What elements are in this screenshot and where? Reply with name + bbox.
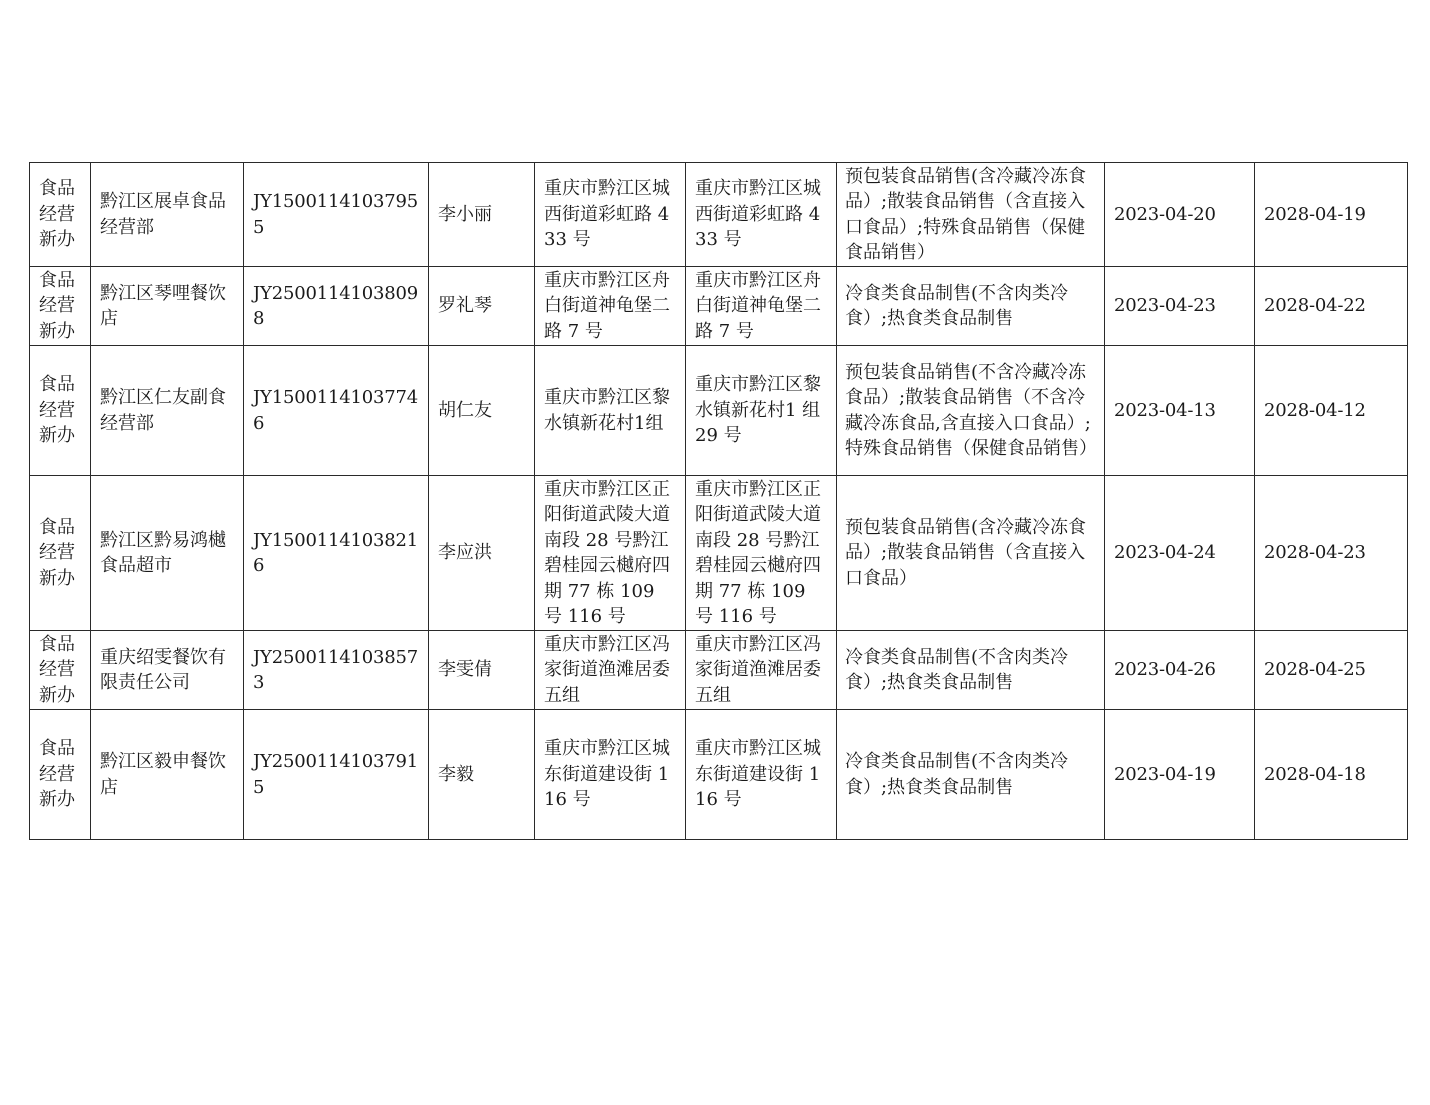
cell-scope: 冷食类食品制售(不含肉类冷食）;热食类食品制售 [837, 631, 1105, 710]
table-row [30, 631, 1408, 710]
cell-scope: 预包装食品销售(含冷藏冷冻食品）;散装食品销售（含直接入口食品）;特殊食品销售（保健食品销售） [837, 163, 1105, 267]
cell-issue-date: 2023-04-24 [1105, 476, 1255, 631]
cell-license: JY15001141037746 [244, 346, 429, 476]
cell-person: 胡仁友 [429, 346, 535, 476]
cell-type: 食品经营新办 [30, 631, 91, 710]
cell-license: JY25001141038098 [244, 267, 429, 346]
cell-premises: 重庆市黔江区黎水镇新花村1 组 29 号 [686, 346, 837, 476]
cell-person: 李应洪 [429, 476, 535, 631]
cell-name: 重庆绍雯餐饮有限责任公司 [91, 631, 244, 710]
cell-person: 李雯倩 [429, 631, 535, 710]
cell-person: 李毅 [429, 710, 535, 840]
food-permit-table [29, 162, 1408, 840]
table-row [30, 163, 1408, 267]
cell-issue-date: 2023-04-23 [1105, 267, 1255, 346]
cell-expiry-date: 2028-04-19 [1255, 163, 1408, 267]
cell-address: 重庆市黔江区城东街道建设街 116 号 [535, 710, 686, 840]
table-body [30, 163, 1408, 840]
cell-address: 重庆市黔江区正阳街道武陵大道南段 28 号黔江碧桂园云樾府四期 77 栋 109 号 116 号 [535, 476, 686, 631]
cell-type: 食品经营新办 [30, 346, 91, 476]
cell-scope: 冷食类食品制售(不含肉类冷食）;热食类食品制售 [837, 267, 1105, 346]
cell-premises: 重庆市黔江区正阳街道武陵大道南段 28 号黔江碧桂园云樾府四期 77 栋 109 号 116 号 [686, 476, 837, 631]
cell-expiry-date: 2028-04-23 [1255, 476, 1408, 631]
cell-premises: 重庆市黔江区城西街道彩虹路 433 号 [686, 163, 837, 267]
cell-address: 重庆市黔江区城西街道彩虹路 433 号 [535, 163, 686, 267]
cell-person: 李小丽 [429, 163, 535, 267]
cell-issue-date: 2023-04-20 [1105, 163, 1255, 267]
cell-license: JY25001141038573 [244, 631, 429, 710]
cell-premises: 重庆市黔江区舟白街道神龟堡二路 7 号 [686, 267, 837, 346]
cell-expiry-date: 2028-04-12 [1255, 346, 1408, 476]
cell-issue-date: 2023-04-19 [1105, 710, 1255, 840]
cell-scope: 预包装食品销售(含冷藏冷冻食品）;散装食品销售（含直接入口食品） [837, 476, 1105, 631]
table-row [30, 710, 1408, 840]
cell-address: 重庆市黔江区舟白街道神龟堡二路 7 号 [535, 267, 686, 346]
cell-name: 黔江区仁友副食经营部 [91, 346, 244, 476]
cell-premises: 重庆市黔江区城东街道建设街 116 号 [686, 710, 837, 840]
cell-expiry-date: 2028-04-22 [1255, 267, 1408, 346]
cell-scope: 冷食类食品制售(不含肉类冷食）;热食类食品制售 [837, 710, 1105, 840]
cell-license: JY15001141038216 [244, 476, 429, 631]
cell-name: 黔江区黔易鸿樾食品超市 [91, 476, 244, 631]
table-row [30, 267, 1408, 346]
cell-name: 黔江区毅申餐饮店 [91, 710, 244, 840]
cell-name: 黔江区展卓食品经营部 [91, 163, 244, 267]
cell-premises: 重庆市黔江区冯家街道渔滩居委五组 [686, 631, 837, 710]
cell-address: 重庆市黔江区冯家街道渔滩居委五组 [535, 631, 686, 710]
table-row [30, 476, 1408, 631]
cell-expiry-date: 2028-04-18 [1255, 710, 1408, 840]
cell-address: 重庆市黔江区黎水镇新花村1组 [535, 346, 686, 476]
cell-issue-date: 2023-04-26 [1105, 631, 1255, 710]
cell-license: JY25001141037915 [244, 710, 429, 840]
cell-expiry-date: 2028-04-25 [1255, 631, 1408, 710]
cell-person: 罗礼琴 [429, 267, 535, 346]
cell-type: 食品经营新办 [30, 163, 91, 267]
cell-type: 食品经营新办 [30, 710, 91, 840]
cell-license: JY15001141037955 [244, 163, 429, 267]
cell-scope: 预包装食品销售(不含冷藏冷冻食品）;散装食品销售（不含冷藏冷冻食品,含直接入口食品）;特殊食品销售（保健食品销售） [837, 346, 1105, 476]
cell-name: 黔江区琴哩餐饮店 [91, 267, 244, 346]
table-row [30, 346, 1408, 476]
cell-type: 食品经营新办 [30, 267, 91, 346]
cell-type: 食品经营新办 [30, 476, 91, 631]
cell-issue-date: 2023-04-13 [1105, 346, 1255, 476]
